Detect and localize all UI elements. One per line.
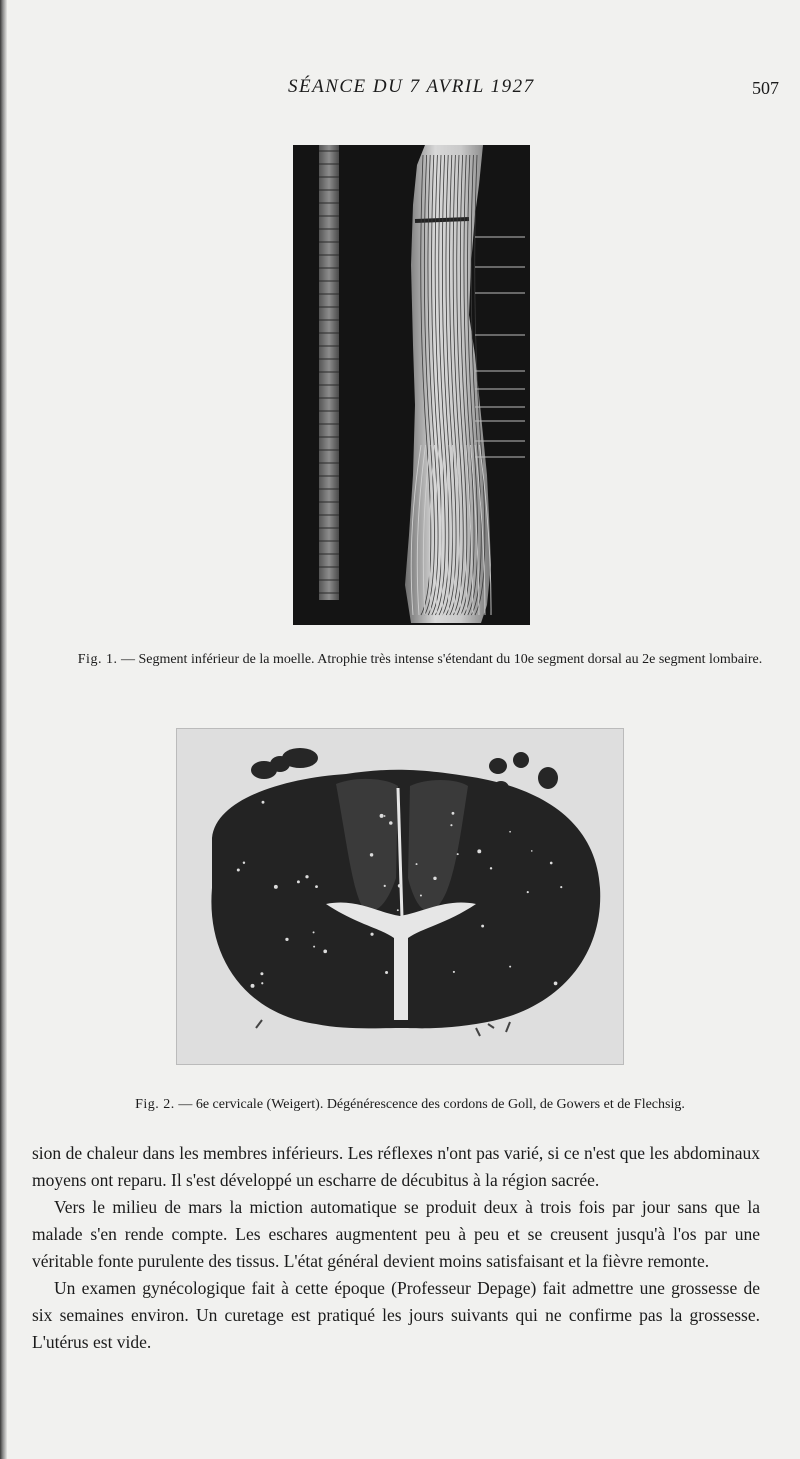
figure-2-cervical-section [176,728,624,1065]
paragraph-3: Un examen gynécologique fait à cette époque (Professeur Depage) fait admettre une grossesse de six semaines environ. Un curetage est pratiqué les jours suivants qui ne confirme pas la grossesse. L'utérus est vide. [32,1278,760,1352]
page-binding-edge [0,0,7,1459]
paragraph-1: sion de chaleur dans les membres inférieurs. Les réflexes n'ont pas varié, si ce n'est que les abdominaux moyens ont reparu. Il s'est développé un escharre de décubitus à la région sacrée. [32,1143,760,1190]
figure-2-caption-text: — 6e cervicale (Weigert). Dégénérescence des cordons de Goll, de Gowers et de Flechsig. [178,1097,685,1112]
body-text [32,1140,760,1356]
figure-2-caption [60,1096,760,1113]
figure-1-image [293,145,530,625]
figure-1-spinal-cord-photo [293,145,530,625]
running-head [0,72,800,102]
figure-1-label: Fig. 1. [77,652,118,667]
figure-1-caption-text: — Segment inférieur de la moelle. Atrophie très intense s'étendant du 10e segment dorsal au 2e segment lombaire. [120,652,763,667]
figure-2-image [176,728,624,1065]
running-title: SÉANCE DU 7 AVRIL 1927 [288,76,535,97]
paragraph-2: Vers le milieu de mars la miction automatique se produit deux à trois fois par jour sans que la malade s'en rende compte. Les eschares augmentent peu à peu et se creusent jusqu'à l'os par une véritable fonte purulente des tissus. L'état général devient moins satisfaisant et la fièvre remonte. [32,1197,760,1271]
figure-1-caption [70,651,770,668]
page-number: 507 [752,78,779,98]
figure-2-label: Fig. 2. [135,1097,175,1112]
